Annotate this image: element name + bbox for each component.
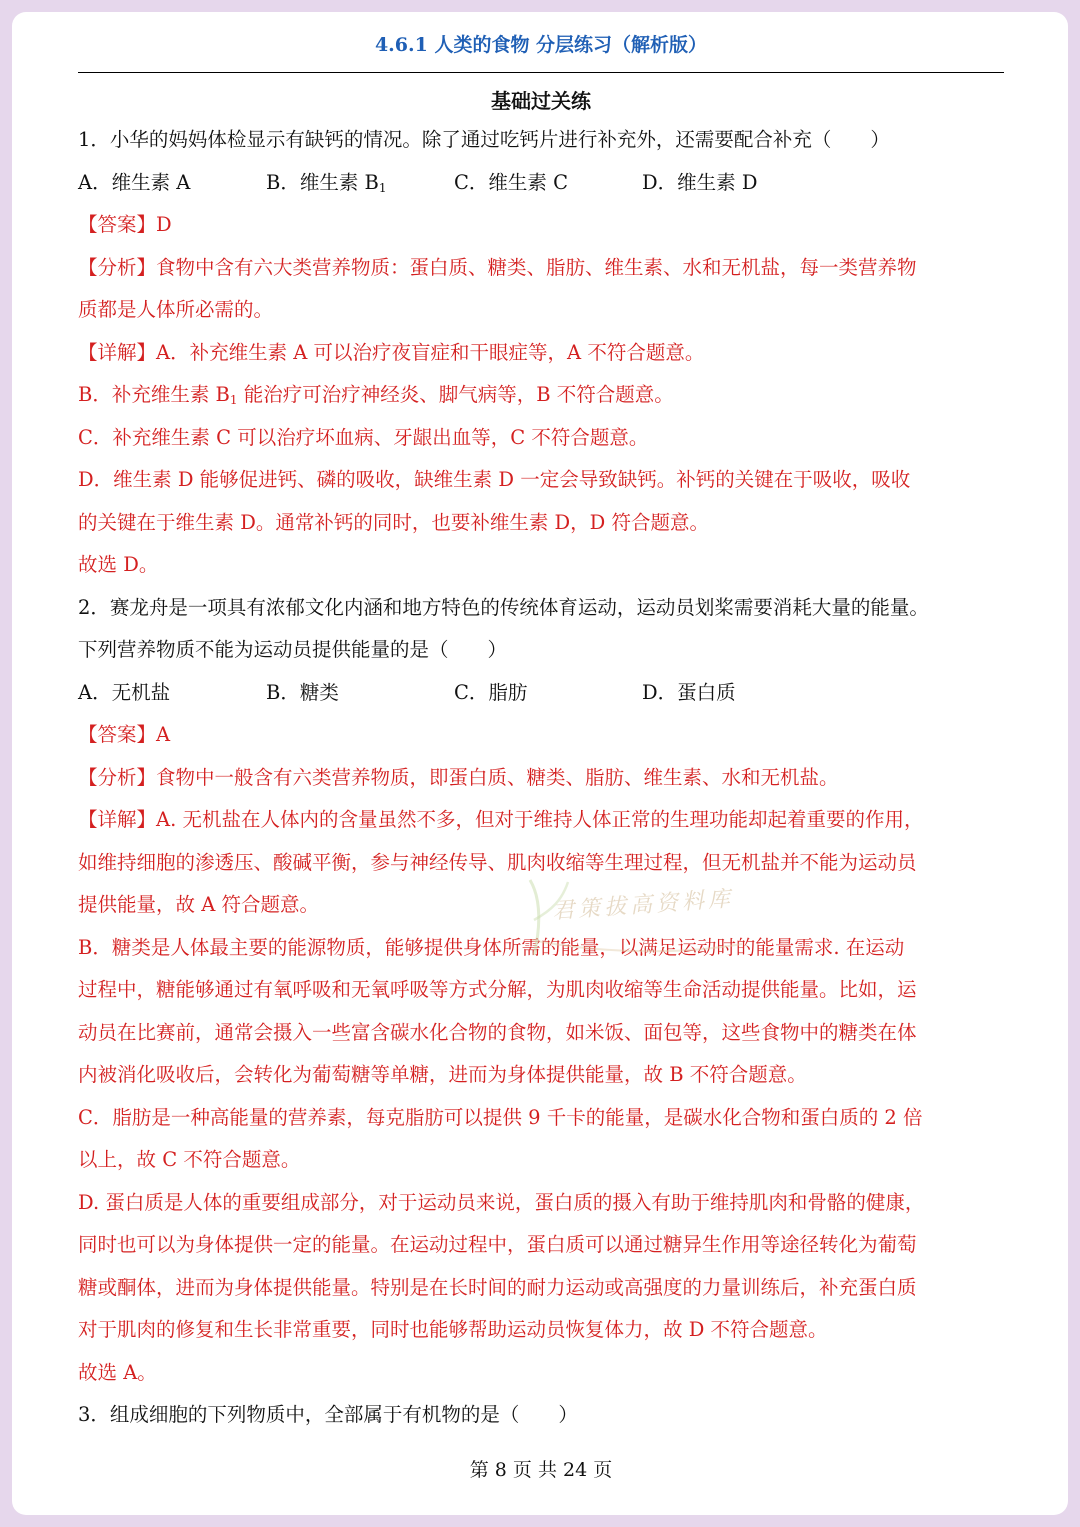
q2-options — [78, 672, 1004, 715]
document-body — [78, 119, 1004, 1437]
q1-analysis-line-1: 【分析】食物中含有六大类营养物质：蛋白质、糖类、脂肪、维生素、水和无机盐，每一类营养物 — [78, 255, 917, 279]
page-number: 第 8 页 共 24 页 — [469, 1459, 613, 1481]
q1-detail-a: 【详解】A．补充维生素 A 可以治疗夜盲症和干眼症等，A 不符合题意。 — [78, 340, 705, 364]
q2-option-c: C．脂肪 — [454, 680, 528, 704]
q2-detail-a-line-3: 提供能量，故 A 符合题意。 — [78, 893, 319, 916]
document-header: 4.6.1 人类的食物 分层练习（解析版） — [374, 34, 708, 56]
q1-option-a: A．维生素 A — [78, 170, 191, 194]
q1-analysis-line-2: 质都是人体所必需的。 — [78, 298, 274, 321]
q1-stem: 1．小华的妈妈体检显示有缺钙的情况。除了通过吃钙片进行补充外，还需要配合补充（ ） — [78, 128, 890, 151]
q2-option-b: B．糖类 — [266, 680, 339, 704]
q1-option-c: C．维生素 C — [454, 170, 569, 194]
q1-detail-b-subscript: 1 — [229, 393, 238, 407]
watermark-text: 君策拔高资料库 — [551, 886, 735, 925]
q1-detail-d-line-1: D．维生素 D 能够促进钙、磷的吸收，缺维生素 D 一定会导致缺钙。补钙的关键在于吸收，吸收 — [78, 468, 911, 491]
q2-detail-a-line-1: 【详解】A. 无机盐在人体内的含量虽然不多，但对于维持人体正常的生理功能却起着重要的作用， — [78, 808, 924, 831]
q1-option-b-subscript: 1 — [378, 180, 387, 195]
header-divider — [78, 72, 1004, 73]
q2-option-a: A．无机盐 — [78, 680, 171, 704]
q2-stem-line-1: 2．赛龙舟是一项具有浓郁文化内涵和地方特色的传统体育运动，运动员划桨需要消耗大量的能量。 — [78, 595, 929, 619]
q2-analysis: 【分析】食物中一般含有六类营养物质，即蛋白质、糖类、脂肪、维生素、水和无机盐。 — [78, 765, 839, 789]
q1-options — [78, 162, 1004, 205]
q1-detail-b — [78, 374, 1004, 417]
q1-detail-c: C．补充维生素 C 可以治疗坏血病、牙龈出血等，C 不符合题意。 — [78, 425, 649, 449]
q2-detail-c-line-2: 以上，故 C 不符合题意。 — [78, 1148, 301, 1171]
q2-detail-d-line-3: 糖或酮体，进而为身体提供能量。特别是在长时间的耐力运动或高强度的力量训练后，补充蛋白质 — [78, 1275, 917, 1299]
q1-detail-b-text: B．补充维生素 B — [78, 383, 230, 406]
q2-detail-b-line-3: 动员在比赛前，通常会摄入一些富含碳水化合物的食物，如米饭、面包等，这些食物中的糖类在体 — [78, 1020, 917, 1044]
q2-option-d: D．蛋白质 — [642, 680, 736, 704]
section-title: 基础过关练 — [491, 89, 591, 113]
q1-answer: 【答案】D — [78, 213, 172, 236]
q2-detail-d-line-1: D. 蛋白质是人体的重要组成部分，对于运动员来说，蛋白质的摄入有助于维持肌肉和骨骼的健康， — [78, 1190, 925, 1214]
q2-detail-b-line-2: 过程中，糖能够通过有氧呼吸和无氧呼吸等方式分解，为肌肉收缩等生命活动提供能量。比如，运 — [78, 978, 917, 1001]
q2-stem-line-2: 下列营养物质不能为运动员提供能量的是（ ） — [78, 638, 508, 661]
q2-detail-a-line-2: 如维持细胞的渗透压、酸碱平衡，参与神经传导、肌肉收缩等生理过程，但无机盐并不能为运动员 — [78, 850, 917, 874]
q1-detail-b-rest: 能治疗可治疗神经炎、脚气病等，B 不符合题意。 — [237, 383, 674, 406]
q3-stem: 3．组成细胞的下列物质中，全部属于有机物的是（ ） — [78, 1403, 578, 1426]
q1-option-b-text: B．维生素 B — [266, 170, 379, 194]
q2-detail-d-line-2: 同时也可以为身体提供一定的能量。在运动过程中，蛋白质可以通过糖异生作用等途径转化为葡萄 — [78, 1233, 917, 1256]
q1-detail-d-line-2: 的关键在于维生素 D。通常补钙的同时，也要补维生素 D，D 符合题意。 — [78, 510, 709, 534]
q1-choice: 故选 D。 — [78, 553, 159, 576]
q2-detail-b-line-4: 内被消化吸收后，会转化为葡萄糖等单糖，进而为身体提供能量，故 B 不符合题意。 — [78, 1063, 807, 1086]
q2-detail-b-line-1: B．糖类是人体最主要的能源物质，能够提供身体所需的能量，以满足运动时的能量需求. 在运动 — [78, 935, 905, 959]
q2-answer: 【答案】A — [78, 723, 171, 746]
q2-detail-c-line-1: C．脂肪是一种高能量的营养素，每克脂肪可以提供 9 千卡的能量，是碳水化合物和蛋白质的 2 倍 — [78, 1105, 923, 1129]
q2-choice: 故选 A。 — [78, 1360, 157, 1384]
q1-option-d: D．维生素 D — [642, 170, 758, 194]
document-page — [12, 12, 1068, 1515]
q1-option-b — [266, 162, 454, 205]
q2-detail-d-line-4: 对于肌肉的修复和生长非常重要，同时也能够帮助运动员恢复体力，故 D 不符合题意。 — [78, 1318, 828, 1341]
